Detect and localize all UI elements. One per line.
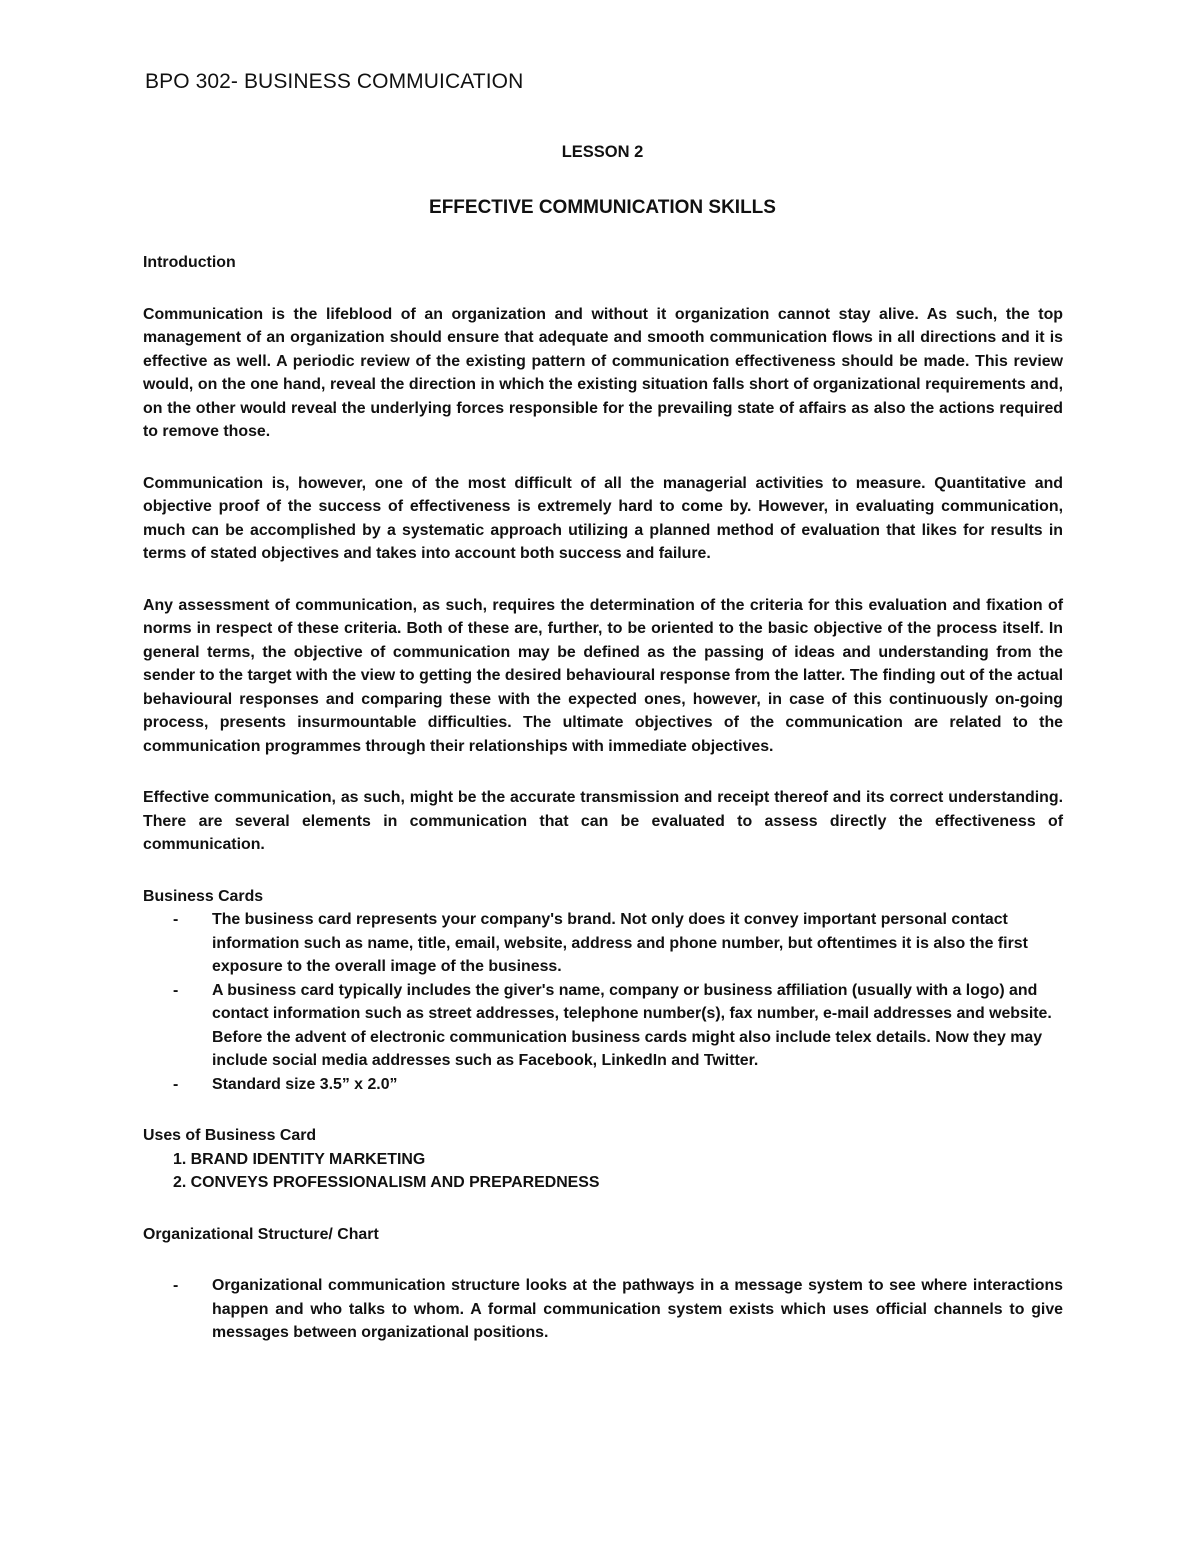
dash-bullet: - <box>173 911 179 928</box>
uses-heading: Uses of Business Card <box>143 1127 317 1144</box>
uses-item-1: 1. BRAND IDENTITY MARKETING <box>173 1150 426 1168</box>
lesson-label: LESSON 2 <box>561 143 644 161</box>
business-cards-heading: Business Cards <box>143 887 264 905</box>
dash-bullet: - <box>173 1277 179 1294</box>
uses-item-2: 2. CONVEYS PROFESSIONALISM AND PREPAREDNESS <box>173 1174 600 1191</box>
business-card-bullet-2: A business card typically includes the giver's name, company or business affiliation (usually with a logo) and contact information such as street addresses, telephone number(s), fax number, e-mail addresses and website. Before the advent of electronic communication business cards might also include telex details. Now they may include social media addresses such as Facebook, LinkedIn and Twitter. <box>212 981 1052 1069</box>
dash-bullet: - <box>173 981 179 999</box>
list-item <box>143 1073 1063 1097</box>
business-card-bullet-1: The business card represents your company's brand. Not only does it convey important personal contact information such as name, title, email, website, address and phone number, but oftentimes it is also the first exposure to the overall image of the business. <box>212 911 1028 975</box>
intro-paragraph-4: Effective communication, as such, might be the accurate transmission and receipt thereof and its correct understanding. There are several elements in communication that can be evaluated to assess directly the effectiveness of communication. <box>143 789 1063 853</box>
document-body <box>143 251 1063 1345</box>
dash-bullet: - <box>173 1075 179 1093</box>
main-title: EFFECTIVE COMMUNICATION SKILLS <box>429 197 776 218</box>
business-card-bullet-3: Standard size 3.5” x 2.0” <box>212 1075 398 1093</box>
intro-paragraph-1: Communication is the lifeblood of an organization and without it organization cannot stay alive. As such, the top management of an organization should ensure that adequate and smooth communication flows in all directions and it is effective as well. A periodic review of the existing pattern of communication effectiveness should be made. This review would, on the one hand, reveal the direction in which the existing situation falls short of organizational requirements and, on the other would reveal the underlying forces responsible for the prevailing state of affairs as also the actions required to remove those. <box>143 305 1063 440</box>
course-title: BPO 302- BUSINESS COMMUICATION <box>145 70 524 93</box>
list-item <box>143 908 1063 979</box>
intro-paragraph-2: Communication is, however, one of the most difficult of all the managerial activities to measure. Quantitative and objective proof of the success of effectiveness is extremely hard to come by. However, in evaluating communication, much can be accomplished by a systematic approach utilizing a planned method of evaluation that likes for results in terms of stated objectives and takes into account both success and failure. <box>143 474 1063 562</box>
list-item <box>143 979 1063 1073</box>
org-structure-bullet-1: Organizational communication structure looks at the pathways in a message system to see where interactions happen and who talks to whom. A formal communication system exists which uses official channels to give messages between organizational positions. <box>212 1277 1063 1341</box>
intro-paragraph-3: Any assessment of communication, as such, requires the determination of the criteria for this evaluation and fixation of norms in respect of these criteria. Both of these are, further, to be oriented to the basic objective of the process itself. In general terms, the objective of communication may be defined as the passing of ideas and understanding from the sender to the target with the view to getting the desired behavioural response from the latter. The finding out of the actual behavioural responses and comparing these with the expected ones, however, in case of this continuously on-going process, presents insurmountable difficulties. The ultimate objectives of the communication are related to the communication programmes through their relationships with immediate objectives. <box>143 596 1063 755</box>
introduction-heading: Introduction <box>143 254 236 271</box>
org-structure-heading: Organizational Structure/ Chart <box>143 1225 379 1243</box>
list-item <box>143 1274 1063 1345</box>
